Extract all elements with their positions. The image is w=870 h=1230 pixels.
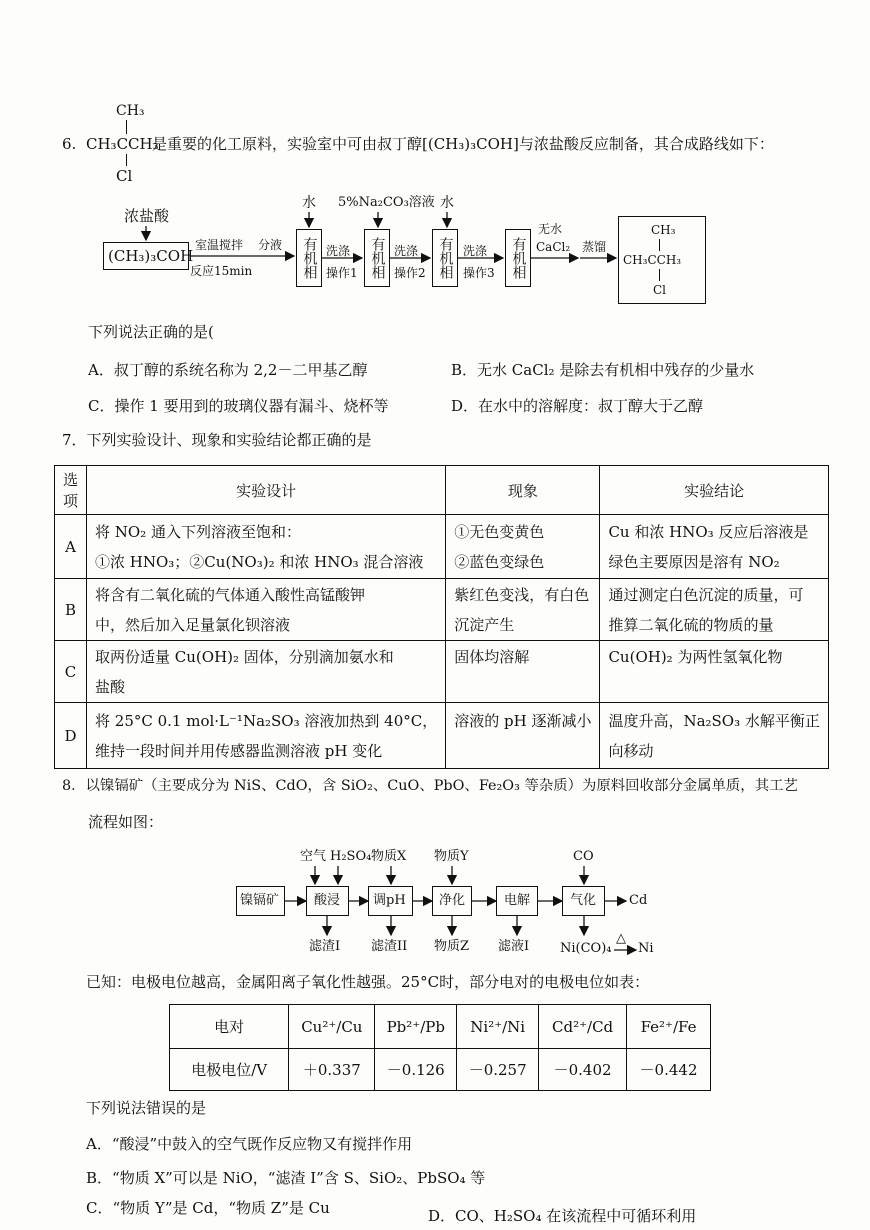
q7-header-conclusion: 实验结论 xyxy=(600,466,828,515)
q8-substance-z: 物质Z xyxy=(434,939,470,954)
q8-nico4: Ni(CO)₄ xyxy=(560,941,612,956)
q7-row-b-phenomenon xyxy=(446,579,600,641)
q6-phase-box-4: 有机相 xyxy=(505,229,531,287)
q8-header-fe: Fe²⁺/Fe xyxy=(627,1005,711,1049)
cell-line: Cu(OH)₂ 为两性氢氧化物 xyxy=(608,647,783,666)
q7-header-design: 实验设计 xyxy=(87,466,446,515)
q8-purify-box xyxy=(432,886,472,916)
q7-row-a-design xyxy=(87,515,446,579)
q8-header-pb: Pb²⁺/Pb xyxy=(375,1005,457,1049)
q8-h2so4: H₂SO₄ xyxy=(330,849,372,864)
q6-wash1-top: 洗涤 xyxy=(326,244,351,258)
q6-struct-top: CH₃ xyxy=(116,103,145,119)
q6-prompt: 下列说法正确的是( xyxy=(88,323,214,341)
q6-reagent-hcl: 浓盐酸 xyxy=(124,207,170,225)
q6-struct-bottom: Cl xyxy=(116,167,133,185)
q8-ore-box xyxy=(236,886,285,916)
q6-struct-main: CH₃CCH₃ xyxy=(86,135,159,153)
q7-row-d-option: D xyxy=(55,703,87,769)
q6-number: 6. xyxy=(62,135,77,153)
q7-row-d-phenomenon xyxy=(446,703,600,769)
q8-residue2: 滤渣II xyxy=(371,939,408,954)
q7-row-b-conclusion xyxy=(600,579,828,641)
q8-substance-y: 物质Y xyxy=(434,849,469,864)
q6-phase-box-3: 有机相 xyxy=(432,229,458,287)
q8-stem-line2: 流程如图： xyxy=(88,813,164,831)
q6-option-b[interactable]: B．无水 CaCl₂ 是除去有机相中残存的少量水 xyxy=(451,361,755,379)
q6-wash2-top: 洗涤 xyxy=(394,244,419,258)
q7-row-b-design xyxy=(87,579,446,641)
cell-line: ①无色变黄色 xyxy=(454,522,545,541)
q7-row-b-option: B xyxy=(55,579,87,641)
q6-wash1-bottom: 操作1 xyxy=(326,266,358,280)
q8-stem-line1: 8．以镍镉矿（主要成分为 NiS、CdO，含 SiO₂、CuO、PbO、Fe₂O₃ 等杂质）为原料回收部分金属单质，其工艺 xyxy=(62,778,798,794)
q6-arrow1-bottom: 反应15min xyxy=(190,264,253,278)
cell-line: 溶液的 pH 逐渐减小 xyxy=(454,711,592,730)
q8-filtrate: 滤液I xyxy=(498,939,530,954)
q6-wash3-top: 洗涤 xyxy=(463,244,488,258)
q6-arrow1-top: 室温搅拌 xyxy=(195,238,244,252)
q7-header-row xyxy=(55,466,829,515)
q8-header-cd: Cd²⁺/Cd xyxy=(539,1005,627,1049)
q6-product-mid: CH₃CCH₃ xyxy=(623,253,682,267)
q8-electrolysis-box xyxy=(496,886,538,916)
q8-value-cd: －0.402 xyxy=(539,1049,627,1091)
q6-anhydrous: 无水 xyxy=(538,222,563,236)
q7-header-option: 选项 xyxy=(55,466,87,515)
cell-line: 通过测定白色沉淀的质量，可 xyxy=(608,585,804,604)
q8-potential-table xyxy=(169,1004,711,1091)
q6-wash3-bottom: 操作3 xyxy=(463,266,495,280)
table-row xyxy=(55,515,829,579)
q7-row-a-option: A xyxy=(55,515,87,579)
q8-ni: Ni xyxy=(638,941,654,956)
cell-line: 中，然后加入足量氯化钡溶液 xyxy=(95,615,291,634)
q8-header-pair: 电对 xyxy=(170,1005,289,1049)
q8-heat-icon: △ xyxy=(616,931,626,946)
q6-product-top: CH₃ xyxy=(651,223,676,237)
q8-known: 已知：电极电位越高，金属阳离子氧化性越强。25°C时，部分电对的电极电位如表： xyxy=(86,973,650,991)
q6-product-bottom: Cl xyxy=(653,283,667,297)
cell-line: 温度升高，Na₂SO₃ 水解平衡正 xyxy=(608,711,820,730)
cell-line: 维持一段时间并用传感器监测溶液 pH 变化 xyxy=(95,741,383,760)
q8-option-a[interactable]: A．“酸浸”中鼓入的空气既作反应物又有搅拌作用 xyxy=(86,1135,413,1153)
q8-prompt: 下列说法错误的是 xyxy=(86,1099,207,1117)
cell-line: Cu 和浓 HNO₃ 反应后溶液是 xyxy=(608,522,809,541)
q6-na2co3: 5%Na₂CO₃溶液 xyxy=(338,195,435,210)
q8-adjust-ph-label: 调pH xyxy=(373,893,406,908)
q6-water1: 水 xyxy=(302,195,316,211)
cell-line: 将含有二氧化硫的气体通入酸性高锰酸钾 xyxy=(95,585,366,604)
q7-row-a-conclusion xyxy=(600,515,828,579)
q8-option-c[interactable]: C．“物质 Y”是 Cd，“物质 Z”是 Cu xyxy=(86,1199,330,1217)
q7-row-d-conclusion xyxy=(600,703,828,769)
q8-value-fe: －0.442 xyxy=(627,1049,711,1091)
q8-acid-leach-label: 酸浸 xyxy=(314,893,341,908)
q7-row-c-conclusion xyxy=(600,641,828,703)
q8-substance-x: 物质X xyxy=(371,849,407,864)
table-row xyxy=(170,1049,711,1091)
q7-stem: 7．下列实验设计、现象和实验结论都正确的是 xyxy=(62,431,372,449)
q8-gasify-box xyxy=(562,886,605,916)
q8-co: CO xyxy=(573,849,594,864)
q8-potential-header-row xyxy=(170,1005,711,1049)
q6-cacl2: CaCl₂ xyxy=(536,240,571,254)
q7-row-c-design xyxy=(87,641,446,703)
q8-purify-label: 净化 xyxy=(439,893,466,908)
q8-option-b[interactable]: B．“物质 X”可以是 NiO，“滤渣 I”含 S、SiO₂、PbSO₄ 等 xyxy=(86,1169,486,1187)
q6-phase-box-2: 有机相 xyxy=(364,229,390,287)
q8-ore-label: 镍镉矿 xyxy=(240,893,280,908)
q8-electrolysis-label: 电解 xyxy=(504,893,531,908)
table-row xyxy=(55,579,829,641)
cell-line: 取两份适量 Cu(OH)₂ 固体，分别滴加氨水和 xyxy=(95,647,394,666)
q6-phase-box-1: 有机相 xyxy=(296,229,322,287)
q6-wash2-bottom: 操作2 xyxy=(394,266,426,280)
cell-line: ②蓝色变绿色 xyxy=(454,552,545,571)
q6-distill: 蒸馏 xyxy=(582,240,607,254)
cell-line: ①浓 HNO₃；②Cu(NO₃)₂ 和浓 HNO₃ 混合溶液 xyxy=(95,552,424,571)
q6-stem: 是重要的化工原料，实验室中可由叔丁醇[(CH₃)₃COH]与浓盐酸反应制备，其合成路线如下： xyxy=(152,135,774,153)
table-row xyxy=(55,641,829,703)
q8-value-pb: －0.126 xyxy=(375,1049,457,1091)
cell-line: 向移动 xyxy=(608,741,654,760)
q8-header-ni: Ni²⁺/Ni xyxy=(457,1005,539,1049)
q6-water2: 水 xyxy=(440,195,454,211)
q8-option-d[interactable]: D．CO、H₂SO₄ 在该流程中可循环利用 xyxy=(428,1207,697,1225)
q7-row-a-phenomenon xyxy=(446,515,600,579)
cell-line: 绿色主要原因是溶有 NO₂ xyxy=(608,552,780,571)
q8-acid-leach-box xyxy=(306,886,349,916)
q7-row-c-phenomenon xyxy=(446,641,600,703)
q8-air: 空气 xyxy=(300,849,327,864)
q6-start-box-label: (CH₃)₃COH xyxy=(108,247,194,265)
q8-cd: Cd xyxy=(629,893,648,908)
q7-header-phenomenon: 现象 xyxy=(446,466,600,515)
cell-line: 固体均溶解 xyxy=(454,647,530,666)
cell-line: 沉淀产生 xyxy=(454,615,515,634)
q8-row-label: 电极电位/V xyxy=(170,1049,289,1091)
q7-row-d-design xyxy=(87,703,446,769)
cell-line: 紫红色变浅，有白色 xyxy=(454,585,590,604)
q6-option-d[interactable]: D．在水中的溶解度：叔丁醇大于乙醇 xyxy=(451,397,704,415)
table-row xyxy=(55,703,829,769)
q7-row-c-option: C xyxy=(55,641,87,703)
cell-line: 将 25°C 0.1 mol·L⁻¹Na₂SO₃ 溶液加热到 40°C， xyxy=(95,711,438,730)
q8-value-cu: ＋0.337 xyxy=(289,1049,375,1091)
q8-residue1: 滤渣I xyxy=(309,939,341,954)
cell-line: 盐酸 xyxy=(95,677,126,696)
cell-line: 推算二氧化硫的物质的量 xyxy=(608,615,774,634)
q8-value-ni: －0.257 xyxy=(457,1049,539,1091)
q6-option-c[interactable]: C．操作 1 要用到的玻璃仪器有漏斗、烧杯等 xyxy=(88,397,389,415)
q8-adjust-ph-box xyxy=(368,886,413,916)
q7-table xyxy=(54,465,829,769)
q6-option-a[interactable]: A．叔丁醇的系统名称为 2,2－二甲基乙醇 xyxy=(88,361,368,379)
q8-header-cu: Cu²⁺/Cu xyxy=(289,1005,375,1049)
q8-gasify-label: 气化 xyxy=(570,893,597,908)
q6-arrow2-top: 分液 xyxy=(258,238,283,252)
cell-line: 将 NO₂ 通入下列溶液至饱和： xyxy=(95,522,301,541)
